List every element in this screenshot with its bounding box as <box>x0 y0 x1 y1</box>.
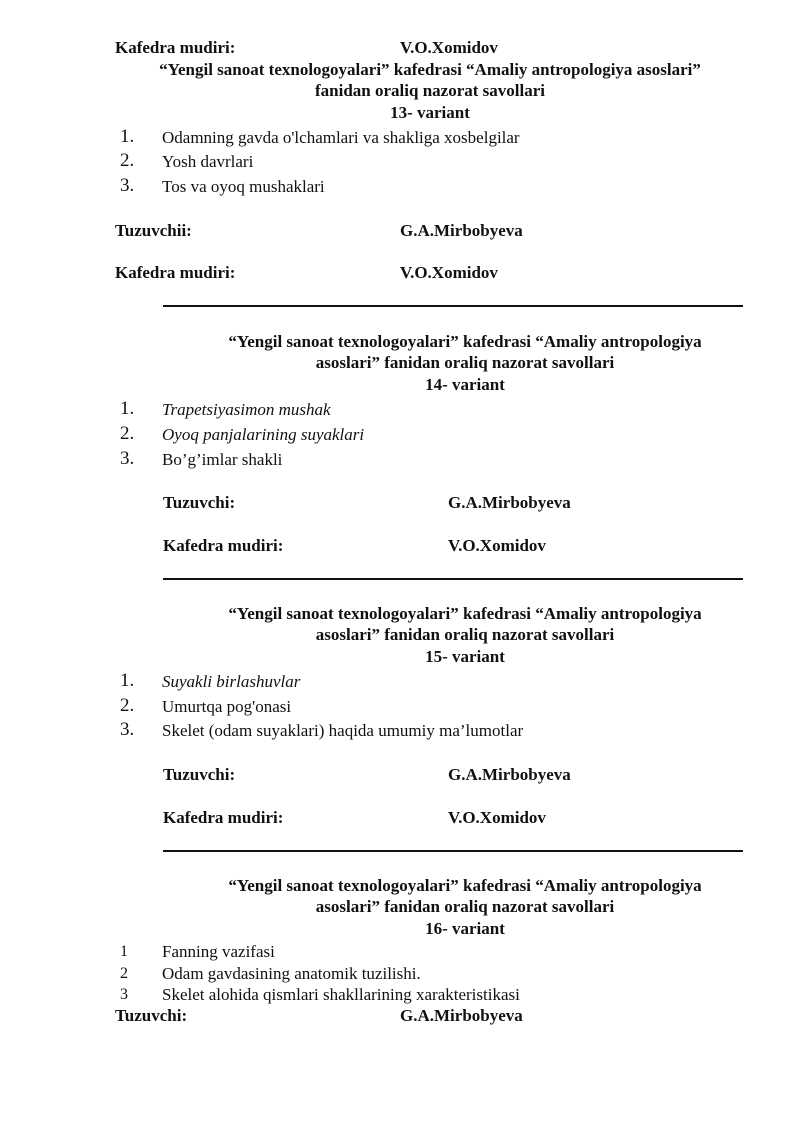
question-number: 1. <box>120 398 135 419</box>
question-text: Skelet alohida qismlari shakllarining xarakteristikasi <box>162 985 520 1004</box>
question-number: 1. <box>120 670 135 691</box>
question-text: Odam gavdasining anatomik tuzilishi. <box>162 964 421 983</box>
question-number: 3. <box>120 175 135 196</box>
kafedra-label: Kafedra mudiri: <box>163 808 284 827</box>
author-label: Tuzuvchii: <box>115 221 192 240</box>
variant-header-line1: “Yengil sanoat texnologoyalari” kafedrasi “Amaliy antropologiya <box>228 604 702 623</box>
variant-title: 14- variant <box>425 375 505 394</box>
variant-header-line1: “Yengil sanoat texnologoyalari” kafedrasi “Amaliy antropologiya <box>228 876 702 895</box>
author-label: Tuzuvchi: <box>163 493 236 512</box>
author-label: Tuzuvchi: <box>163 765 236 784</box>
question-text: Odamning gavda o'lchamlari va shakliga xosbelgilar <box>162 128 520 147</box>
question-text: Umurtqa pog'onasi <box>162 697 292 716</box>
variant-header-line1: “Yengil sanoat texnologoyalari” kafedrasi “Amaliy antropologiya <box>228 332 702 351</box>
author-name: G.A.Mirbobyeva <box>400 221 523 240</box>
question-text: Suyakli birlashuvlar <box>162 672 301 691</box>
variant-header-line2: asoslari” fanidan oraliq nazorat savollari <box>315 353 615 372</box>
separator-line <box>163 850 743 852</box>
question-number: 1. <box>120 126 135 147</box>
question-number: 3 <box>120 986 128 1003</box>
question-number: 2. <box>120 423 135 444</box>
question-number: 2. <box>120 150 135 171</box>
variant-header-line1: “Yengil sanoat texnologoyalari” kafedrasi “Amaliy antropologiya asoslari” <box>159 60 701 79</box>
question-number: 3. <box>120 448 135 469</box>
author-name: G.A.Mirbobyeva <box>448 765 571 784</box>
variant-title: 15- variant <box>425 647 505 666</box>
kafedra-name: V.O.Xomidov <box>448 808 546 827</box>
question-text: Trapetsiyasimon mushak <box>162 400 331 419</box>
question-number: 2. <box>120 695 135 716</box>
question-text: Tos va oyoq mushaklari <box>162 177 325 196</box>
kafedra-label: Kafedra mudiri: <box>163 536 284 555</box>
kafedra-label: Kafedra mudiri: <box>115 263 236 282</box>
kafedra-name: V.O.Xomidov <box>400 263 498 282</box>
question-number: 2 <box>120 965 128 982</box>
variant-title: 16- variant <box>425 919 505 938</box>
variant-header-line2: fanidan oraliq nazorat savollari <box>315 81 545 100</box>
kafedra-name: V.O.Xomidov <box>448 536 546 555</box>
author-name: G.A.Mirbobyeva <box>400 1006 523 1025</box>
question-text: Fanning vazifasi <box>162 942 275 961</box>
kafedra-name: V.O.Xomidov <box>400 38 498 57</box>
author-label: Tuzuvchi: <box>115 1006 188 1025</box>
separator-line <box>163 578 743 580</box>
kafedra-label: Kafedra mudiri: <box>115 38 236 57</box>
variant-header-line2: asoslari” fanidan oraliq nazorat savollari <box>315 897 615 916</box>
question-text: Bo’g’imlar shakli <box>162 450 283 469</box>
question-text: Yosh davrlari <box>162 152 254 171</box>
question-text: Skelet (odam suyaklari) haqida umumiy ma’lumotlar <box>162 721 524 740</box>
question-number: 3. <box>120 719 135 740</box>
question-number: 1 <box>120 943 128 960</box>
question-text: Oyoq panjalarining suyaklari <box>162 425 365 444</box>
separator-line <box>163 305 743 307</box>
variant-header-line2: asoslari” fanidan oraliq nazorat savollari <box>315 625 615 644</box>
author-name: G.A.Mirbobyeva <box>448 493 571 512</box>
variant-title: 13- variant <box>390 103 470 122</box>
